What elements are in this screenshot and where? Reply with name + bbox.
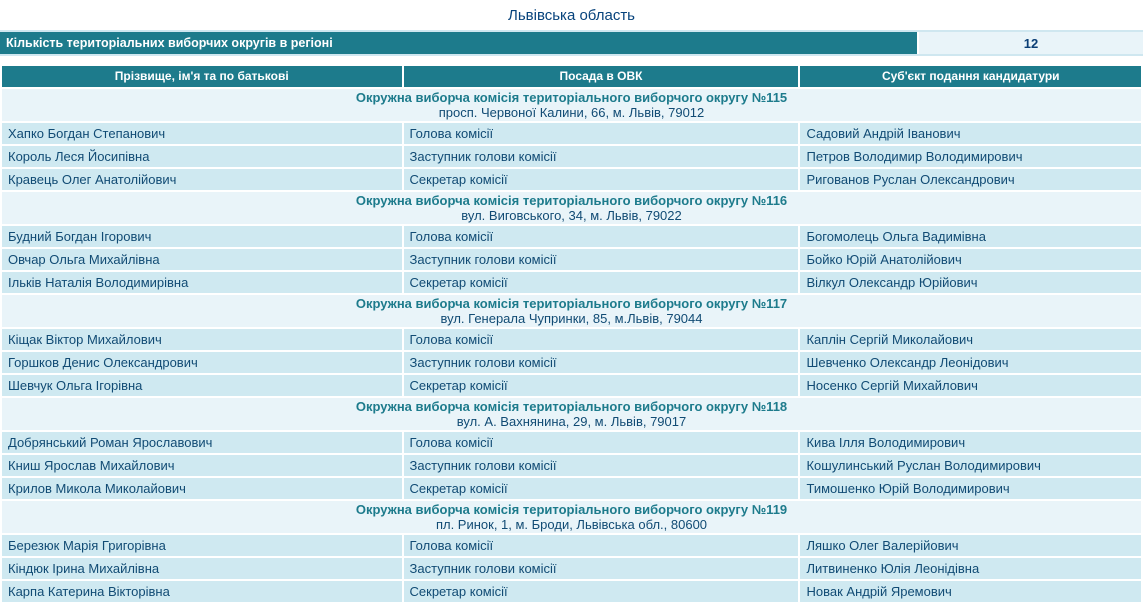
member-name: Шевчук Ольга Ігорівна (2, 375, 402, 396)
table-body (2, 89, 1141, 602)
member-name: Крилов Микола Миколайович (2, 478, 402, 499)
member-nominator: Литвиненко Юлія Леонідівна (800, 558, 1141, 579)
district-header-row (2, 295, 1141, 327)
member-nominator: Каплін Сергій Миколайович (800, 329, 1141, 350)
member-nominator: Вілкул Олександр Юрійович (800, 272, 1141, 293)
member-name: Кравець Олег Анатолійович (2, 169, 402, 190)
district-header-row (2, 501, 1141, 533)
member-nominator: Садовий Андрій Іванович (800, 123, 1141, 144)
district-address: вул. А. Вахнянина, 29, м. Львів, 79017 (456, 414, 687, 429)
member-name: Будний Богдан Ігорович (2, 226, 402, 247)
member-name: Березюк Марія Григорівна (2, 535, 402, 556)
district-title: Окружна виборча комісія територіального виборчого округу №115 (355, 90, 788, 105)
member-position: Голова комісії (404, 535, 799, 556)
member-nominator: Бойко Юрій Анатолійович (800, 249, 1141, 270)
member-row (2, 123, 1141, 144)
districts-count-label: Кількість територіальних виборчих округів в регіоні (0, 32, 917, 54)
member-name: Горшков Денис Олександрович (2, 352, 402, 373)
district-header-cell (2, 295, 1141, 327)
district-address: вул. Виговського, 34, м. Львів, 79022 (461, 208, 682, 223)
member-name: Кіндюк Ірина Михайлівна (2, 558, 402, 579)
district-header-cell (2, 398, 1141, 430)
column-header-position: Посада в ОВК (404, 66, 799, 87)
member-row (2, 478, 1141, 499)
member-nominator: Петров Володимир Володимирович (800, 146, 1141, 167)
region-districts-banner (0, 30, 1143, 56)
member-row (2, 455, 1141, 476)
member-row (2, 535, 1141, 556)
member-nominator: Богомолець Ольга Вадимівна (800, 226, 1141, 247)
member-row (2, 329, 1141, 350)
member-row (2, 352, 1141, 373)
member-position: Голова комісії (404, 123, 799, 144)
member-nominator: Кива Ілля Володимирович (800, 432, 1141, 453)
member-name: Книш Ярослав Михайлович (2, 455, 402, 476)
member-row (2, 432, 1141, 453)
district-title: Окружна виборча комісія територіального виборчого округу №116 (355, 193, 788, 208)
column-header-name: Прізвище, ім'я та по батькові (2, 66, 402, 87)
member-position: Голова комісії (404, 432, 799, 453)
member-nominator: Кошулинський Руслан Володимирович (800, 455, 1141, 476)
district-title: Окружна виборча комісія територіального виборчого округу №117 (355, 296, 788, 311)
member-row (2, 226, 1141, 247)
district-header-cell (2, 89, 1141, 121)
commission-members-table (0, 64, 1143, 604)
page-title: Львівська область (507, 7, 636, 24)
table-header-row (2, 66, 1141, 87)
district-address: просп. Червоної Калини, 66, м. Львів, 79012 (438, 105, 705, 120)
member-row (2, 581, 1141, 602)
member-name: Король Леся Йосипівна (2, 146, 402, 167)
district-header-cell (2, 501, 1141, 533)
district-title: Окружна виборча комісія територіального виборчого округу №119 (355, 502, 788, 517)
district-header-cell (2, 192, 1141, 224)
member-name: Овчар Ольга Михайлівна (2, 249, 402, 270)
member-position: Заступник голови комісії (404, 146, 799, 167)
member-row (2, 558, 1141, 579)
member-position: Голова комісії (404, 329, 799, 350)
member-position: Голова комісії (404, 226, 799, 247)
member-nominator: Ляшко Олег Валерійович (800, 535, 1141, 556)
member-position: Секретар комісії (404, 375, 799, 396)
member-position: Заступник голови комісії (404, 558, 799, 579)
member-row (2, 249, 1141, 270)
member-position: Заступник голови комісії (404, 352, 799, 373)
member-row (2, 375, 1141, 396)
district-header-row (2, 192, 1141, 224)
member-row (2, 169, 1141, 190)
column-header-nominator: Суб'єкт подання кандидатури (800, 66, 1141, 87)
member-position: Секретар комісії (404, 272, 799, 293)
member-nominator: Ригованов Руслан Олександрович (800, 169, 1141, 190)
member-nominator: Носенко Сергій Михайлович (800, 375, 1141, 396)
member-nominator: Шевченко Олександр Леонідович (800, 352, 1141, 373)
district-header-row (2, 398, 1141, 430)
member-position: Секретар комісії (404, 581, 799, 602)
districts-count-value: 12 (919, 32, 1143, 54)
member-name: Кіщак Віктор Михайлович (2, 329, 402, 350)
district-address: вул. Генерала Чупринки, 85, м.Львів, 79044 (440, 311, 703, 326)
member-position: Заступник голови комісії (404, 455, 799, 476)
member-nominator: Тимошенко Юрій Володимирович (800, 478, 1141, 499)
member-row (2, 146, 1141, 167)
member-nominator: Новак Андрій Яремович (800, 581, 1141, 602)
member-position: Секретар комісії (404, 478, 799, 499)
member-name: Хапко Богдан Степанович (2, 123, 402, 144)
member-position: Заступник голови комісії (404, 249, 799, 270)
member-name: Ільків Наталія Володимирівна (2, 272, 402, 293)
member-name: Добрянський Роман Ярославович (2, 432, 402, 453)
member-position: Секретар комісії (404, 169, 799, 190)
member-row (2, 272, 1141, 293)
member-name: Карпа Катерина Вікторівна (2, 581, 402, 602)
district-address: пл. Ринок, 1, м. Броди, Львівська обл., 80600 (435, 517, 708, 532)
district-header-row (2, 89, 1141, 121)
district-title: Окружна виборча комісія територіального виборчого округу №118 (355, 399, 788, 414)
